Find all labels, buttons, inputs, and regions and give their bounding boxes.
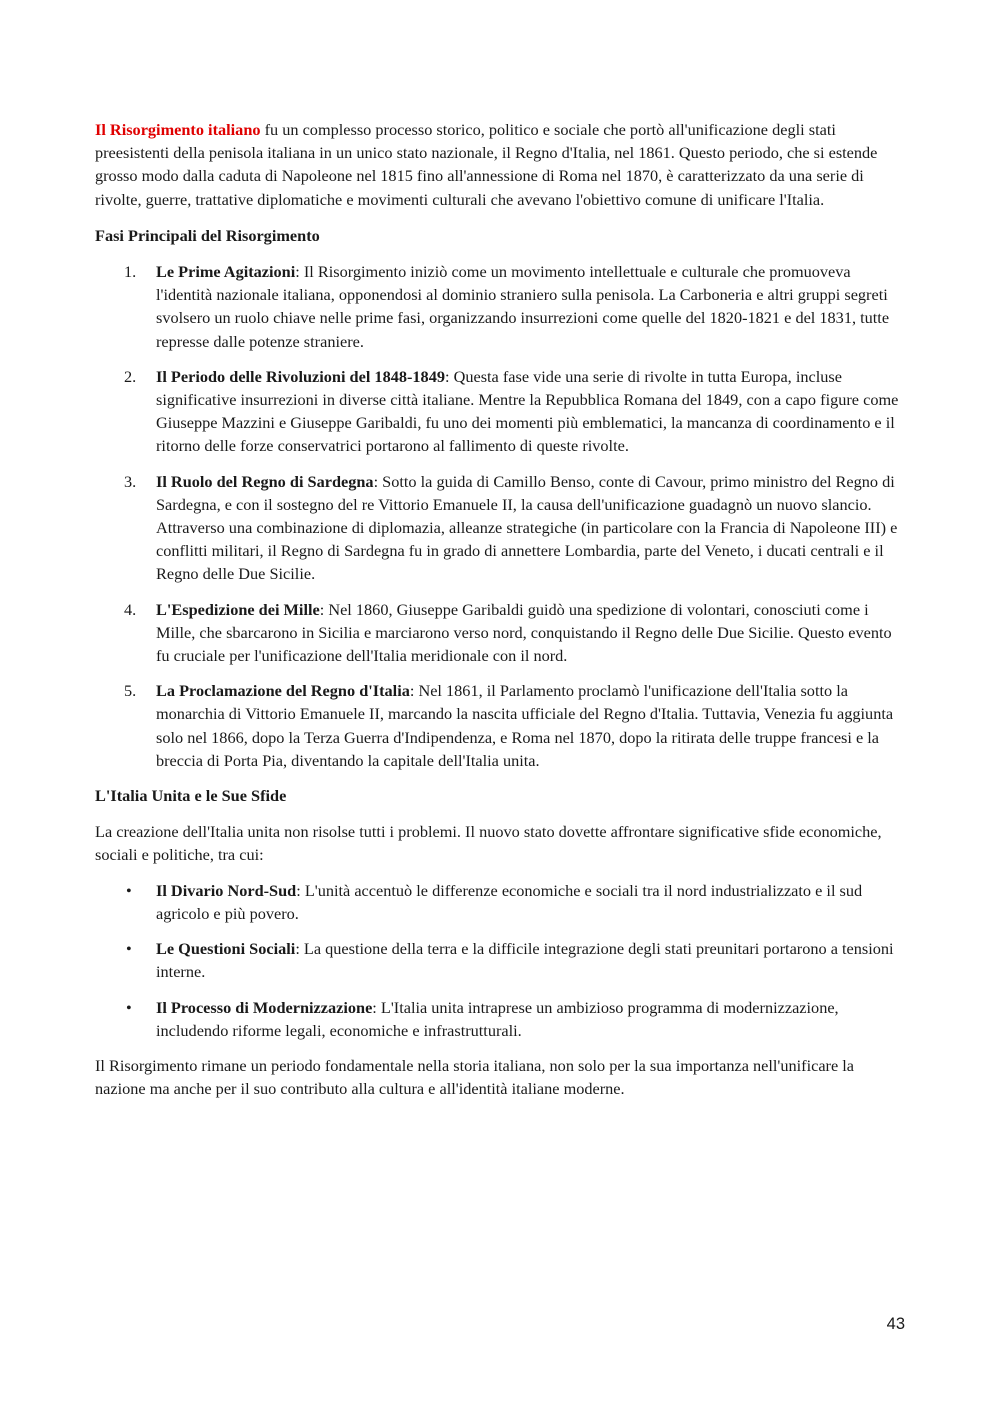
list-number: 1. <box>124 262 137 282</box>
item-title: L'Espedizione dei Mille <box>156 599 320 619</box>
bullet-item <box>95 879 905 925</box>
item-text: : Il Risorgimento iniziò come un movimento intellettuale e culturale che promuoveva l'identità nazionale italiana, opponendosi al dominio straniero sulla penisola. La Carboneria e altri gruppi segreti svolsero un ruolo chiave nelle prime fasi, organizzando insurrezioni come quelle del 1820-1821 e del 1831, tutte represse dalle potenze straniere. <box>156 262 890 351</box>
item-text: : L'Italia unita intraprese un ambizioso programma di modernizzazione, includendo riforme legali, economiche e infrastrutturali. <box>156 997 839 1040</box>
item-title: Il Processo di Modernizzazione <box>156 997 373 1017</box>
item-text: : L'unità accentuò le differenze economiche e sociali tra il nord industrializzato e il sud agricolo e più povero. <box>156 880 863 923</box>
section-heading-phases: Fasi Principali del Risorgimento <box>95 225 320 245</box>
list-item <box>95 470 905 586</box>
list-number: 3. <box>124 471 137 491</box>
challenges-list <box>95 879 905 1042</box>
item-text: : Questa fase vide una serie di rivolte in tutta Europa, incluse significative insurrezioni in diverse città italiane. Mentre la Repubblica Romana del 1849, con a capo figure come Giuseppe Mazzini e Giuseppe Garibaldi, fu uno dei momenti più emblematici, la mancanza di coordinamento e il ritorno delle forze conservatrici portarono al fallimento di queste rivolte. <box>156 366 899 456</box>
bullet-icon: • <box>126 939 132 959</box>
list-number: 2. <box>124 366 137 386</box>
bullet-item <box>95 996 905 1042</box>
item-title: Il Divario Nord-Sud <box>156 880 297 900</box>
list-item <box>95 598 905 668</box>
item-title: Il Ruolo del Regno di Sardegna <box>156 471 374 491</box>
page-number: 43 <box>886 1315 905 1333</box>
list-item <box>95 679 905 772</box>
item-title: La Proclamazione del Regno d'Italia <box>156 681 410 701</box>
phases-list <box>95 260 905 772</box>
item-title: Le Prime Agitazioni <box>156 262 296 282</box>
list-item <box>95 365 905 458</box>
bullet-item <box>95 937 905 983</box>
list-item <box>95 260 905 353</box>
intro-paragraph <box>95 118 905 211</box>
list-number: 5. <box>124 681 137 701</box>
item-title: Il Periodo delle Rivoluzioni del 1848-1849 <box>156 366 445 386</box>
list-number: 4. <box>124 599 137 619</box>
item-text: : Sotto la guida di Camillo Benso, conte di Cavour, primo ministro del Regno di Sardegna, e con il sostegno del re Vittorio Emanuele II, la causa dell'unificazione guadagnò un nuovo slancio. Attraverso una combinazione di diplomazia, alleanze strategiche (in particolare con la Francia di Napoleone III) e conflitti militari, il Regno di Sardegna fu in grado di annettere Lombardia, parte del Veneto, i ducati centrali e il Regno delle Due Sicilie. <box>156 471 898 584</box>
item-text: : Nel 1861, il Parlamento proclamò l'unificazione dell'Italia sotto la monarchia di Vittorio Emanuele II, marcando la nascita ufficiale del Regno d'Italia. Tuttavia, Venezia fu aggiunta solo nel 1866, dopo la Terza Guerra d'Indipendenza, e Roma nel 1870, dopo la ritirata delle truppe francesi e la breccia di Porta Pia, diventando la capitale dell'Italia unita. <box>156 681 894 770</box>
conclusion-paragraph: Il Risorgimento rimane un periodo fondamentale nella storia italiana, non solo per la sua importanza nell'unificare la nazione ma anche per il suo contributo alla cultura e all'identità italiane moderne. <box>95 1055 855 1099</box>
intro-text: fu un complesso processo storico, politico e sociale che portò all'unificazione degli stati preesistenti della penisola italiana in un unico stato nazionale, il Regno d'Italia, nel 1861. Questo periodo, che si estende grosso modo dalla caduta di Napoleone nel 1815 fino all'annessione di Roma nel 1870, è caratterizzato da una serie di rivolte, guerre, trattative diplomatiche e movimenti culturali che avevano l'obiettivo comune di unificare l'Italia. <box>95 120 878 209</box>
challenges-intro: La creazione dell'Italia unita non risolse tutti i problemi. Il nuovo stato dovette affrontare significative sfide economiche, sociali e politiche, tra cui: <box>95 822 882 865</box>
bullet-icon: • <box>126 997 132 1017</box>
item-text: : Nel 1860, Giuseppe Garibaldi guidò una spedizione di volontari, conosciuti come i Mille, che sbarcarono in Sicilia e marciarono verso nord, conquistando il Regno delle Due Sicilie. Questo evento fu cruciale per l'unificazione dell'Italia meridionale con il nord. <box>156 599 892 666</box>
bullet-icon: • <box>126 880 132 900</box>
item-text: : La questione della terra e la difficile integrazione degli stati preunitari portarono a tensioni interne. <box>156 939 894 982</box>
document-page <box>95 118 905 1112</box>
item-title: Le Questioni Sociali <box>156 939 296 959</box>
section-heading-challenges: L'Italia Unita e le Sue Sfide <box>95 786 287 806</box>
intro-lead: Il Risorgimento italiano <box>95 120 261 139</box>
